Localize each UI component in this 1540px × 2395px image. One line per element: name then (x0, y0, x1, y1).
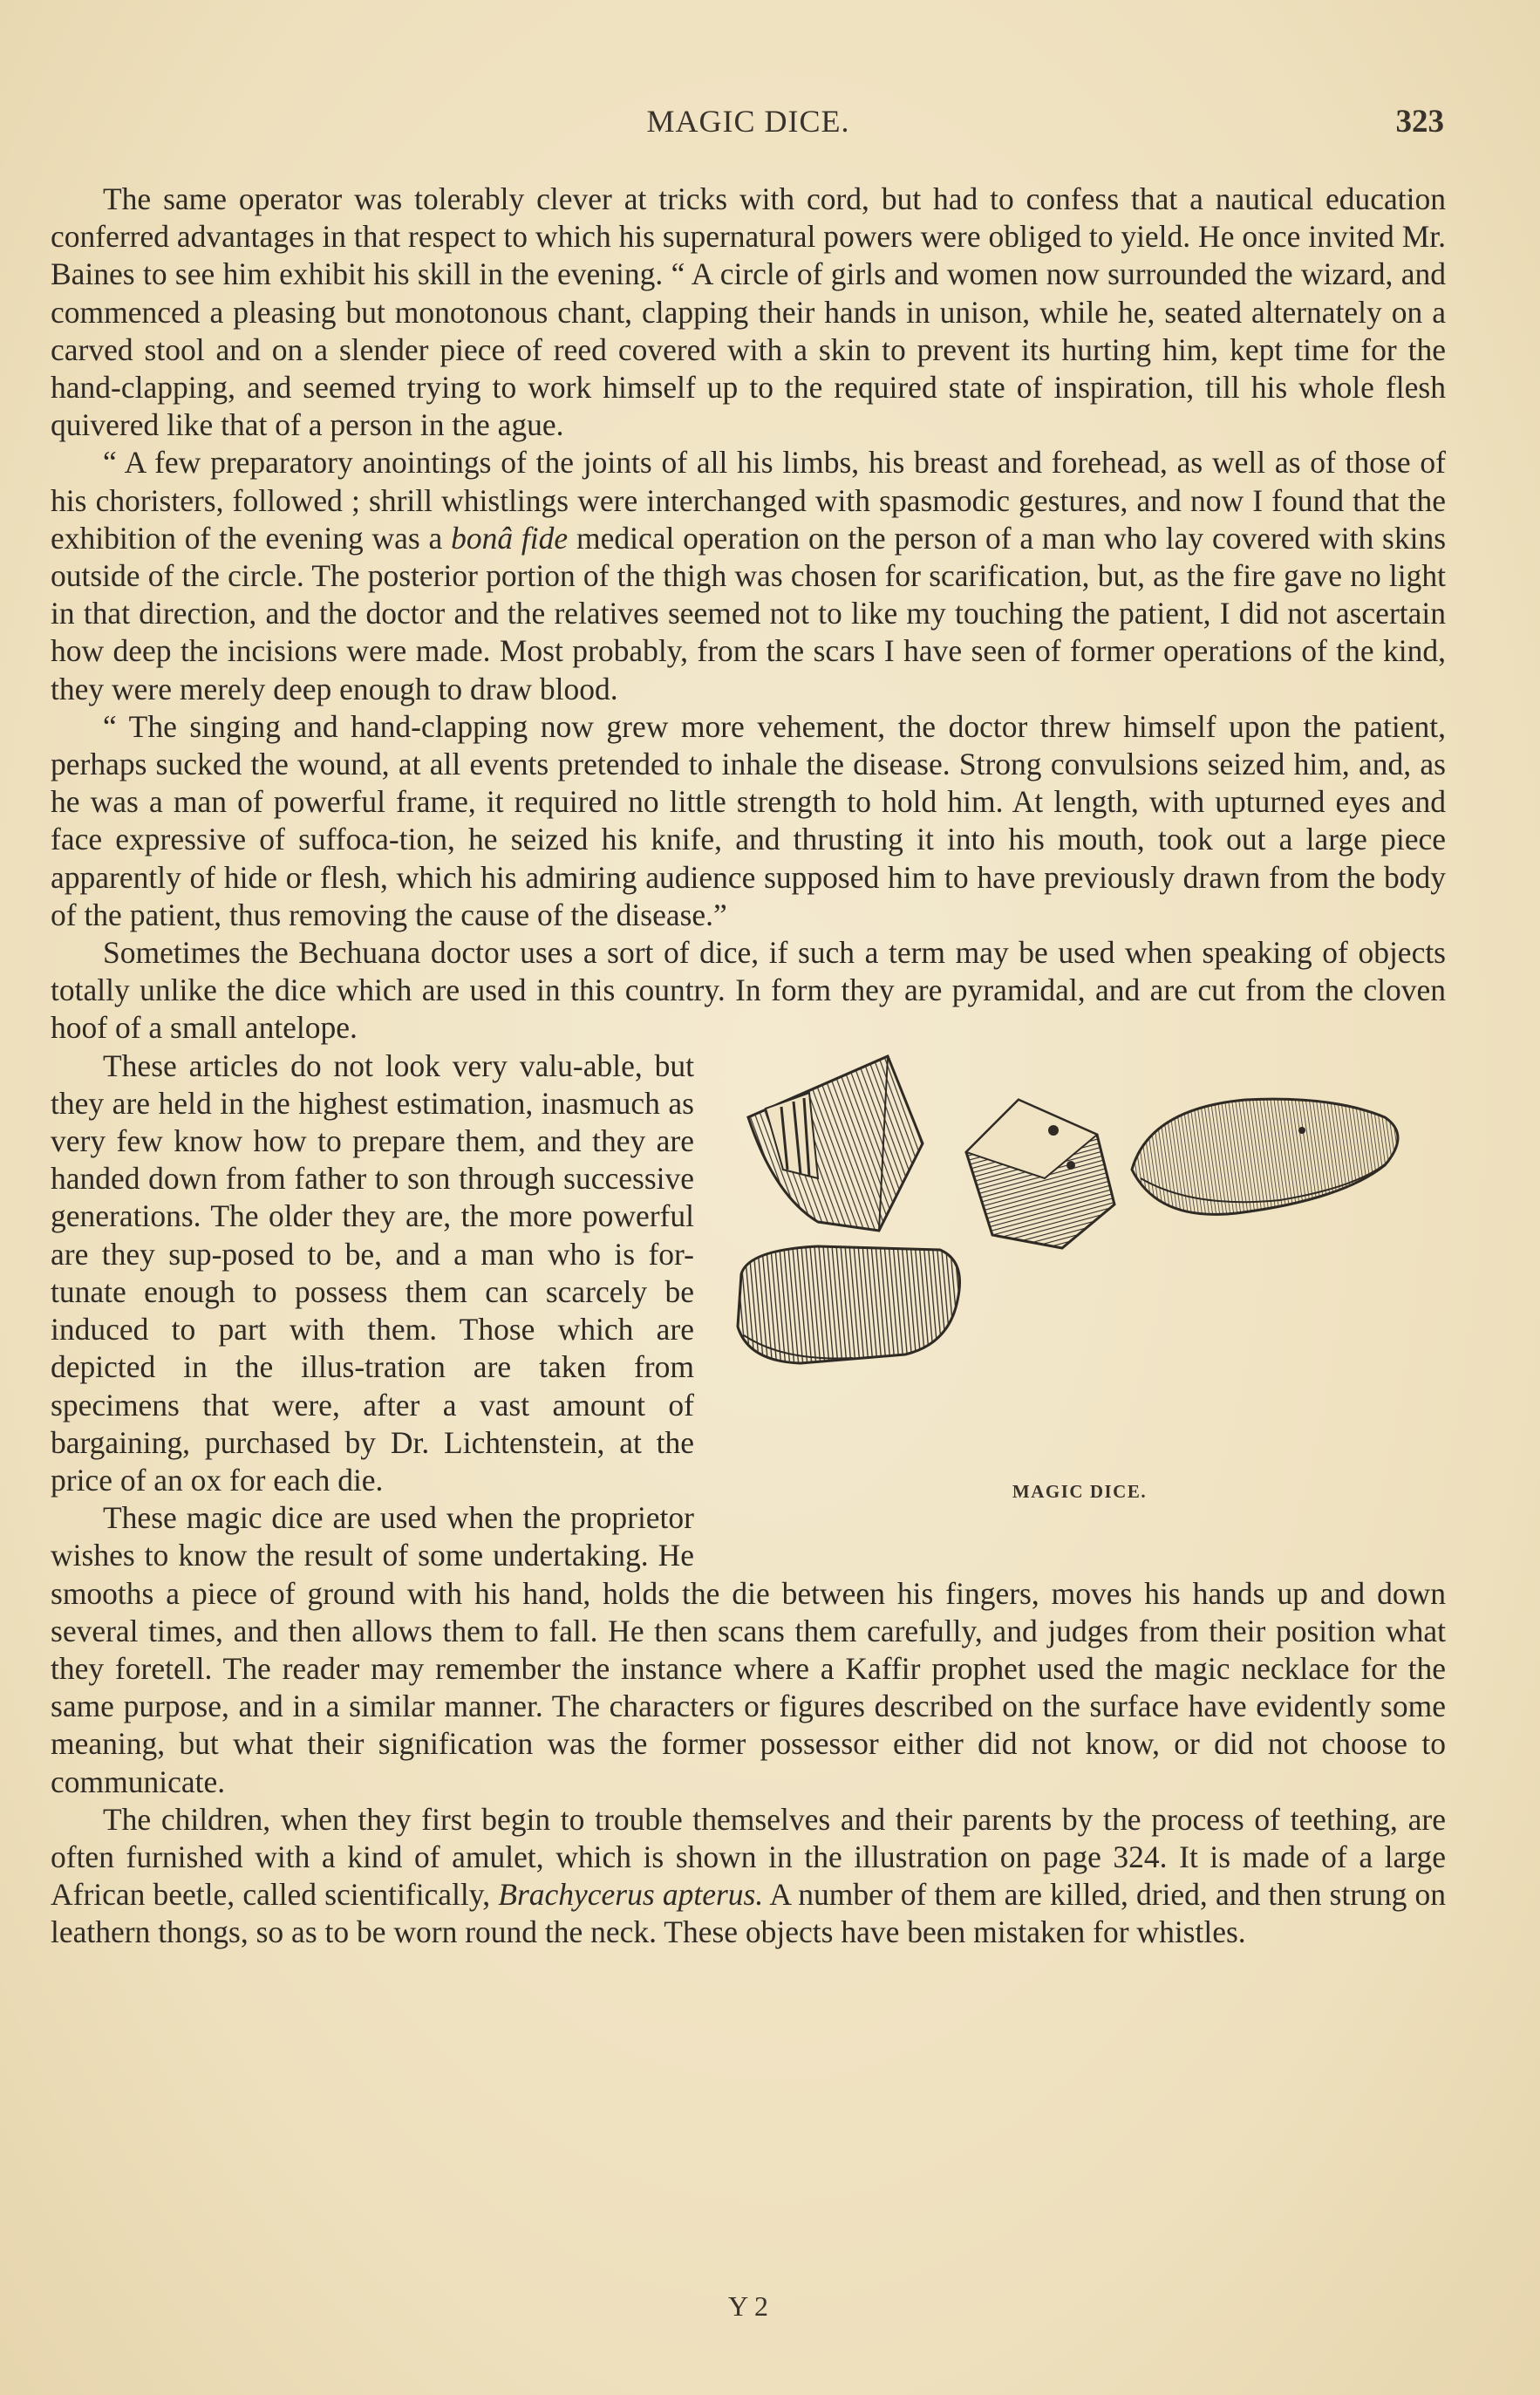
paragraph-operator: The same operator was tolerably clever at tricks with cord, but had to confess that a nautical education conferred advantages in that respect to which his supernatural powers were obliged to yield. He once invited Mr. Baines to see him exhibit his skill in the evening. “ A circle of girls and women now surrounded the wizard, and commenced a pleasing but monotonous chant, clapping their hands in unison, while he, seated alternately on a carved stool and on a slender piece of reed covered with a skin to prevent its hurting him, kept time for the hand-clapping, and seemed trying to work himself up to the required state of inspiration, till his whole flesh quivered like that of a person in the ague. (51, 181, 1446, 443)
paragraph-children-part2: A number of them are killed, dried, and then strung on leathern thongs, so as to be worn round the neck. These objects have been mistaken for whistles. (51, 1877, 1447, 1950)
paragraph-children (51, 1801, 1446, 1952)
paragraph-singing: “ The singing and hand-clapping now grew more vehement, the doctor threw himself upon the patient, perhaps sucked the wound, at all events pretended to inhale the disease. Strong convulsions seized him, and, as he was a man of powerful frame, it required no little strength to hold him. At length, with upturned eyes and face expressive of suffoca-tion, he seized his knife, and thrusting it into his mouth, took out a large piece apparently of hide or flesh, which his admiring audience supposed him to have previously drawn from the body of the patient, thus removing the cause of the disease.” (51, 708, 1446, 932)
die-1 (748, 1056, 923, 1231)
book-page (51, 0, 1446, 2395)
bona-fide-italic: bonâ fide (451, 520, 569, 556)
printer-signature: Y 2 (728, 2290, 768, 2322)
paragraph-dice-use: These magic dice are used when the proprietor wishes to know the result of some undertaking. He smooths a piece of ground with his hand, holds the die between his fingers, moves his hands up and down several times, and then allows them to fall. He then scans them carefully, and judges from their position what they foretell. The reader may remember the instance where a Kaffir prophet used the magic necklace for the same purpose, and in a similar manner. The characters or figures described on the surface have evidently some meaning, but what their signification was the former possessor either did not know, or did not choose to communicate. (51, 1500, 1446, 1799)
magic-dice-figure (713, 1047, 1446, 1562)
paragraph-children-part1: The children, when they first begin to trouble themselves and their parents by the process of teething, are often furnished with a kind of amulet, which is shown in the illustration on page 324. It is made of a large African beetle, called scientifically, (51, 1801, 1446, 1913)
magic-dice-illustration (713, 1047, 1446, 1466)
running-title: MAGIC DICE. (646, 104, 850, 139)
die-3 (1132, 1099, 1398, 1214)
body-text (51, 181, 1446, 1952)
paragraph-anointings (51, 444, 1446, 707)
die-2 (966, 1100, 1114, 1248)
paragraph-dice-value: These articles do not look very valu-able, but they are held in the highest estimation, inasmuch as very few know how to prepare them, and they are handed down from father to son through successive generations. The older they are, the more powerful are they sup-posed to be, and a man who is for-tunate enough to possess them can scarcely be induced to part with them. Those which are depicted in the illus-tration are taken from specimens that were, after a vast amount of bargaining, purchased by Dr. Lichtenstein, at the price of an ox for each die. (51, 1047, 694, 1498)
die-4 (738, 1246, 960, 1363)
paragraph-dice-intro: Sometimes the Bechuana doctor uses a sort of dice, if such a term may be used when speaking of objects totally unlike the dice which are used in this country. In form they are pyramidal, and are cut from the cloven hoof of a small antelope. (51, 935, 1446, 1046)
running-head (51, 103, 1446, 147)
page-number: 323 (1395, 104, 1444, 140)
figure-caption: MAGIC DICE. (1012, 1480, 1148, 1502)
beetle-name-italic: Brachycerus apterus. (498, 1877, 764, 1913)
paragraph-anointings-part1: “ A few preparatory anointings of the joints of all his limbs, his breast and forehead, as well as of those of his choristers, followed ; shrill whistlings were interchanged with spasmodic gestures, and now I found that the exhibition of the evening was a (51, 445, 1446, 556)
paragraph-anointings-part2: medical operation on the person of a man who lay covered with skins outside of the circle. The posterior portion of the thigh was chosen for scarification, but, as the fire gave no light in that direction, and the doctor and the relatives seemed not to like my touching the patient, I did not ascertain how deep the incisions were made. Most probably, from the scars I have seen of former operations of the kind, they were merely deep enough to draw blood. (51, 520, 1447, 706)
